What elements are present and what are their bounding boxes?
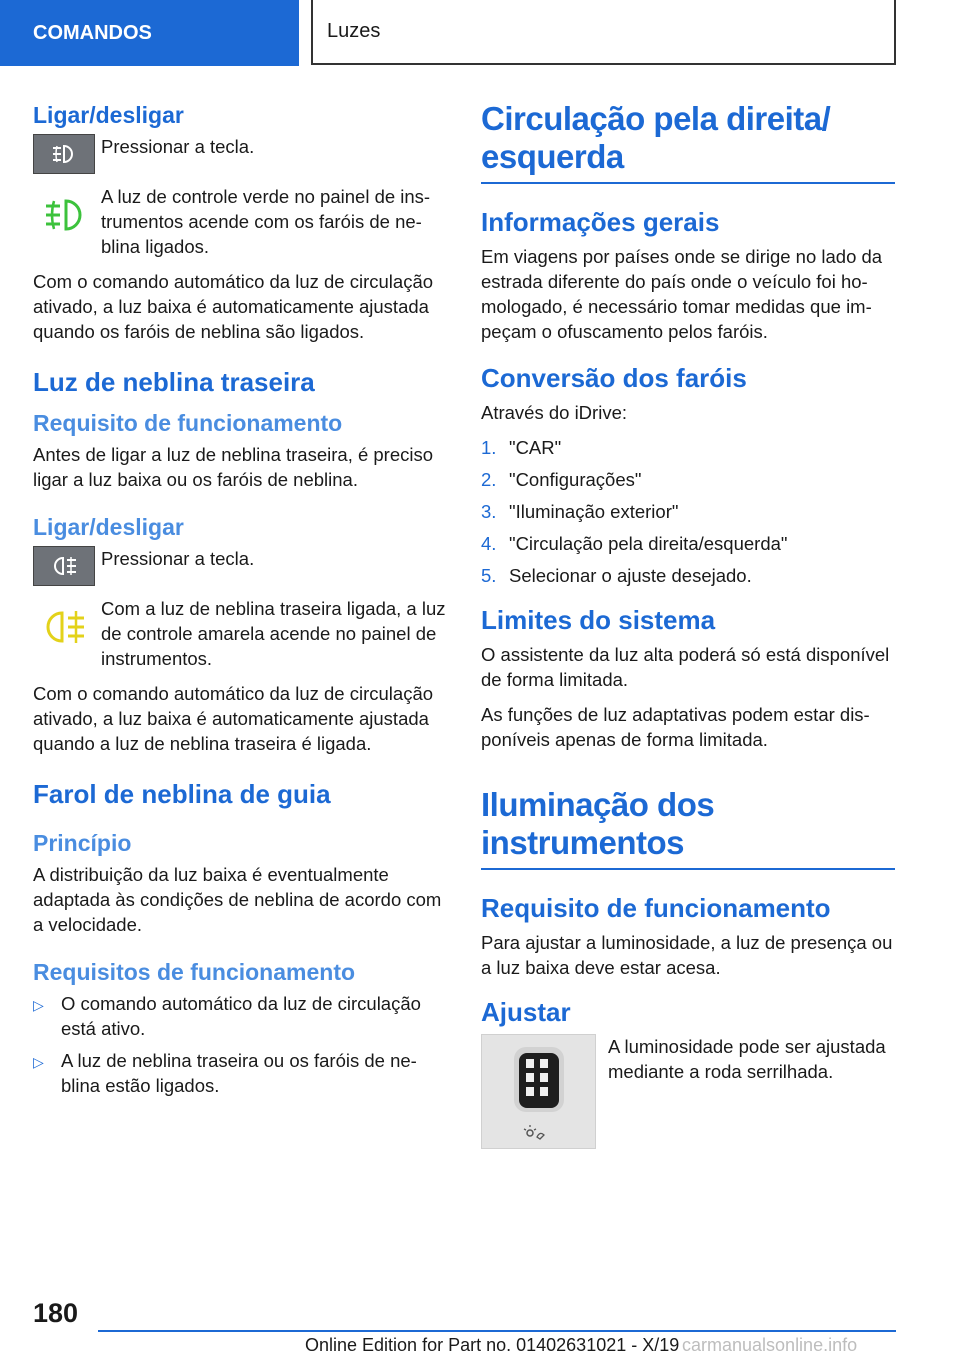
paragraph: A distribuição da luz baixa é eventualmente adaptada às condições de neblina de acordo com a velocidade. (33, 864, 442, 935)
chapter-heading-block (481, 100, 895, 184)
triangle-bullet-icon: ▷ (33, 1054, 44, 1070)
dimmer-row (481, 1034, 895, 1149)
section-title-guide-fog: Farol de neblina de guia (33, 779, 331, 809)
rear-fog-button-icon (33, 546, 95, 586)
section-title-rear-fog: Luz de neblina traseira (33, 367, 315, 397)
section-title-on-off: Ligar/desligar (33, 102, 184, 128)
front-fog-button-icon (33, 134, 95, 174)
rear-fog-button-row (33, 546, 447, 586)
header-section: COMANDOS (0, 0, 299, 66)
requirements-list (33, 991, 447, 1098)
chapter-title-instrument-lighting: Iluminação dos instrumentos (481, 786, 715, 861)
press-key-text: Pressionar a tecla. (101, 548, 255, 569)
section-title-requirement: Requisito de funcionamento (481, 893, 831, 923)
paragraph: As funções de luz adaptativas podem estar dis-poníveis apenas de forma limitada. (481, 704, 870, 750)
rear-fog-indicator-icon (33, 596, 95, 658)
dimmer-wheel-photo (481, 1034, 596, 1149)
adjust-text: A luminosidade pode ser ajustada mediante a roda serrilhada. (608, 1036, 886, 1082)
chapter-heading-block (481, 786, 895, 870)
press-key-text: Pressionar a tecla. (101, 136, 255, 157)
section-title-general-info: Informações gerais (481, 207, 720, 237)
subsection-title-requirements: Requisitos de funcionamento (33, 959, 356, 985)
paragraph: Com o comando automático da luz de circulação ativado, a luz baixa é automaticamente ajustada quando os faróis de neblina são ligados. (33, 271, 434, 342)
list-item: 5. Selecionar o ajuste desejado. (481, 565, 752, 586)
list-item: 2. "Configurações" (481, 469, 642, 490)
yellow-indicator-text: Com a luz de neblina traseira ligada, a luz de controle amarela acende no painel de instrumentos. (101, 598, 446, 669)
subsection-title-requirement: Requisito de funcionamento (33, 410, 343, 436)
section-title-adjust: Ajustar (481, 997, 571, 1027)
left-column (33, 100, 447, 1108)
list-item: ▷ A luz de neblina traseira ou os faróis de ne-blina estão ligados. (33, 1050, 417, 1096)
list-item: 4. "Circulação pela direita/esquerda" (481, 533, 788, 554)
footer-edition: Online Edition for Part no. 01402631021 - X/19 (305, 1335, 680, 1355)
triangle-bullet-icon: ▷ (33, 997, 44, 1013)
front-fog-indicator-icon (33, 184, 95, 246)
subsection-title-principle: Princípio (33, 830, 132, 856)
paragraph: Através do iDrive: (481, 402, 627, 423)
rear-fog-indicator-row (33, 596, 447, 671)
page-number: 180 (33, 1298, 79, 1328)
green-indicator-text: A luz de controle verde no painel de ins-trumentos acende com os faróis de ne-blina ligados. (101, 186, 431, 257)
right-column (481, 100, 895, 1159)
paragraph: Antes de ligar a luz de neblina traseira, é preciso ligar a luz baixa ou os faróis de neblina. (33, 444, 434, 490)
paragraph: O assistente da luz alta poderá só está disponível de forma limitada. (481, 644, 890, 690)
section-title-on-off-2: Ligar/desligar (33, 514, 184, 540)
footer-divider (98, 1330, 896, 1332)
paragraph: Em viagens por países onde se dirige no lado da estrada diferente do país onde o veículo foi ho-mologado, é necessário tomar medidas que im-peçam o ofuscamento pelos faróis. (481, 246, 883, 342)
list-item: 3. "Iluminação exterior" (481, 501, 679, 522)
header-chapter: Luzes (311, 0, 896, 65)
front-fog-button-row (33, 134, 447, 174)
section-title-headlight-conversion: Conversão dos faróis (481, 363, 747, 393)
chapter-title-traffic-side: Circulação pela direita/ esquerda (481, 100, 831, 175)
list-item: 1. "CAR" (481, 437, 562, 458)
watermark: carmanualsonline.info (682, 1335, 858, 1355)
paragraph: Com o comando automático da luz de circulação ativado, a luz baixa é automaticamente ajustada quando a luz de neblina traseira é ligada. (33, 683, 434, 754)
front-fog-indicator-row (33, 184, 447, 259)
list-item: ▷ O comando automático da luz de circulação está ativo. (33, 993, 421, 1039)
steps-list (481, 435, 895, 588)
section-title-system-limits: Limites do sistema (481, 605, 716, 635)
paragraph: Para ajustar a luminosidade, a luz de presença ou a luz baixa deve estar acesa. (481, 932, 893, 978)
